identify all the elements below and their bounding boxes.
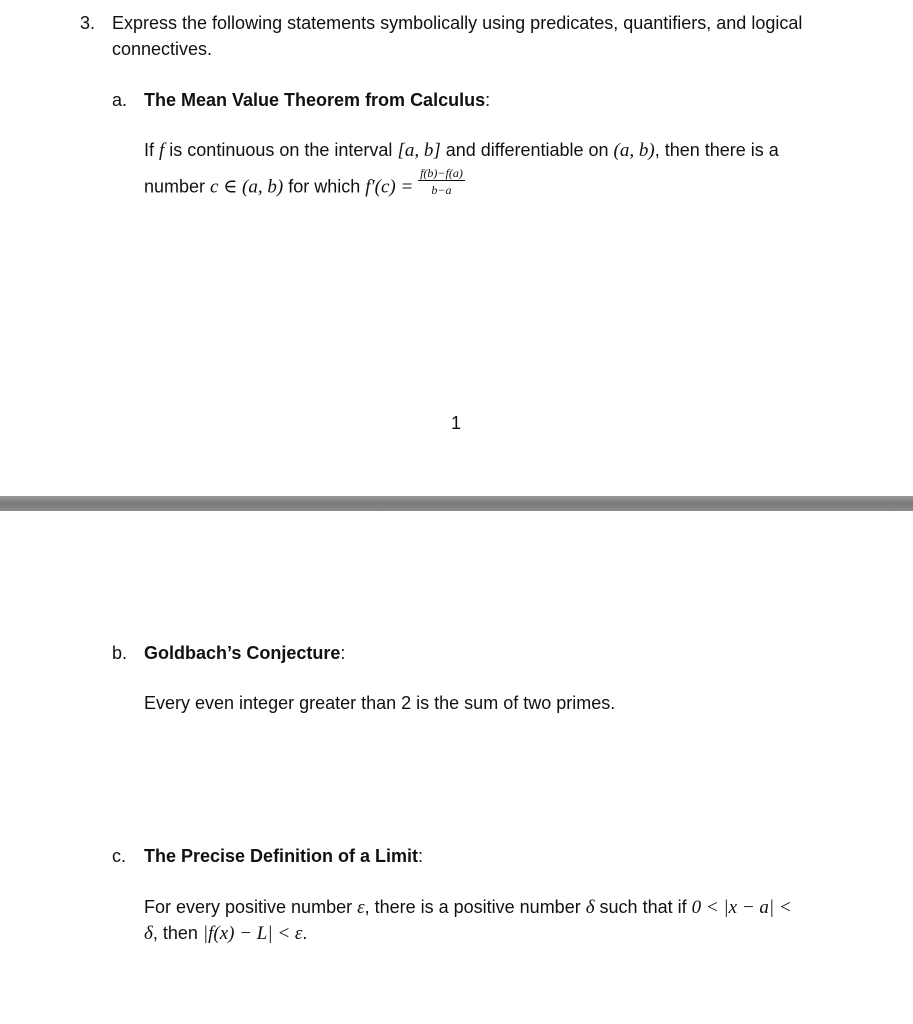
math-derivative: f′(c) =: [365, 176, 419, 198]
page-break-separator: [0, 496, 913, 511]
text: If: [144, 140, 160, 160]
part-a-label: a.: [112, 90, 128, 110]
problem-intro-line1: Express the following statements symbolically using predicates, quantifiers, and logical: [112, 13, 803, 33]
text: is continuous on the interval: [164, 140, 398, 160]
fraction-numerator: f(b)−f(a): [420, 166, 463, 180]
math-delta: δ: [585, 897, 595, 918]
part-c-line2: [144, 922, 307, 945]
math-delta: δ: [144, 923, 153, 944]
part-a-line1: [144, 139, 779, 162]
text: .: [302, 923, 308, 943]
text: For every positive number: [144, 897, 358, 917]
part-b-heading: [144, 642, 345, 664]
math-fraction: [418, 166, 465, 197]
text: and differentiable on: [440, 140, 614, 160]
part-c-label: c.: [112, 846, 127, 866]
part-a-title: The Mean Value Theorem from Calculus: [144, 90, 486, 110]
text: , then there is a: [654, 140, 779, 160]
part-c-colon: :: [418, 846, 424, 866]
fraction-denominator: b−a: [431, 183, 452, 197]
text: , there is a positive number: [364, 897, 586, 917]
part-a-heading: [144, 89, 490, 111]
math-f: f: [159, 140, 165, 161]
text: such that if: [594, 897, 692, 917]
part-c-heading: [144, 845, 423, 867]
part-a-line2: [144, 166, 465, 203]
text: number: [144, 176, 211, 197]
text: for which: [283, 176, 366, 197]
part-a-colon: :: [485, 90, 491, 110]
part-b-label: b.: [112, 643, 128, 663]
part-c-title: The Precise Definition of a Limit: [144, 846, 419, 866]
math-open-interval: (a, b): [613, 140, 655, 161]
text: , then: [152, 923, 203, 943]
math-closed-interval: [a, b]: [397, 140, 441, 161]
math-inequality: 0 < |x − a| <: [691, 897, 792, 918]
part-b-title: Goldbach’s Conjecture: [144, 643, 341, 663]
math-epsilon: ε: [357, 897, 365, 918]
page-number: 1: [451, 413, 462, 433]
part-b-statement: Every even integer greater than 2 is the sum of two primes.: [144, 693, 616, 713]
problem-intro-line2: connectives.: [112, 39, 213, 59]
math-limit-inequality: |f(x) − L| < ε: [202, 923, 303, 944]
part-c-line1: [144, 896, 792, 919]
problem-number: 3.: [80, 13, 96, 33]
math-c-in-interval: c ∈ (a, b): [210, 176, 284, 198]
part-b-colon: :: [340, 643, 346, 663]
